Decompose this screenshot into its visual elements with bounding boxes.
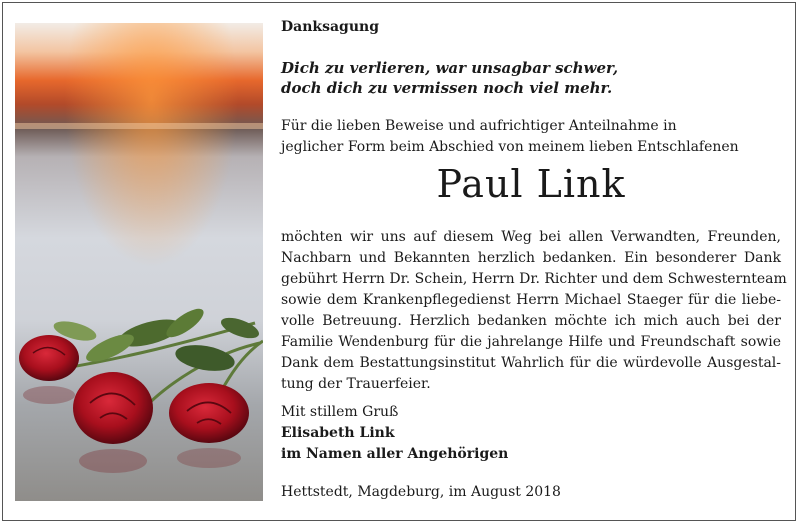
paragraph-line: möchten wir uns auf diesem Weg bei allen Verwandten, Freunden,	[281, 229, 781, 245]
roses-on-lake-photo	[15, 23, 263, 501]
heading: Danksagung	[281, 19, 379, 35]
intro-text	[281, 116, 781, 157]
on-behalf-line: im Namen aller Angehörigen	[281, 446, 509, 462]
quote-line: Dich zu verlieren, war unsagbar schwer,	[281, 59, 619, 77]
paragraph-line: Familie Wendenburg für die jahrelange Hilfe und Freundschaft sowie	[281, 334, 781, 350]
signer-name: Elisabeth Link	[281, 425, 395, 441]
quote-line: doch dich zu vermissen noch viel mehr.	[281, 79, 613, 97]
deceased-name: Paul Link	[436, 162, 626, 206]
place-date: Hettstedt, Magdeburg, im August 2018	[281, 484, 561, 500]
paragraph-line: gebührt Herrn Dr. Schein, Herrn Dr. Richter und dem Schwesternteam	[281, 271, 787, 287]
quote	[281, 58, 618, 98]
paragraph-line: volle Betreuung. Herzlich bedanken möchte ich mich auch bei der	[281, 313, 781, 329]
paragraph-line: sowie dem Krankenpflegedienst Herrn Michael Staeger für die liebe-	[281, 292, 781, 308]
closing-block	[281, 402, 508, 465]
paragraph-line: Dank dem Bestattungsinstitut Wahrlich für die würdevolle Ausgestal-	[281, 355, 781, 371]
intro-line: Für die lieben Beweise und aufrichtiger Anteilnahme in	[281, 118, 677, 134]
greeting: Mit stillem Gruß	[281, 404, 399, 420]
thanks-paragraph	[281, 227, 787, 395]
paragraph-line: tung der Trauerfeier.	[281, 376, 431, 392]
intro-line: jeglicher Form beim Abschied von meinem lieben Entschlafenen	[281, 138, 739, 155]
paragraph-line: Nachbarn und Bekannten herzlich bedanken. Ein besonderer Dank	[281, 250, 781, 266]
